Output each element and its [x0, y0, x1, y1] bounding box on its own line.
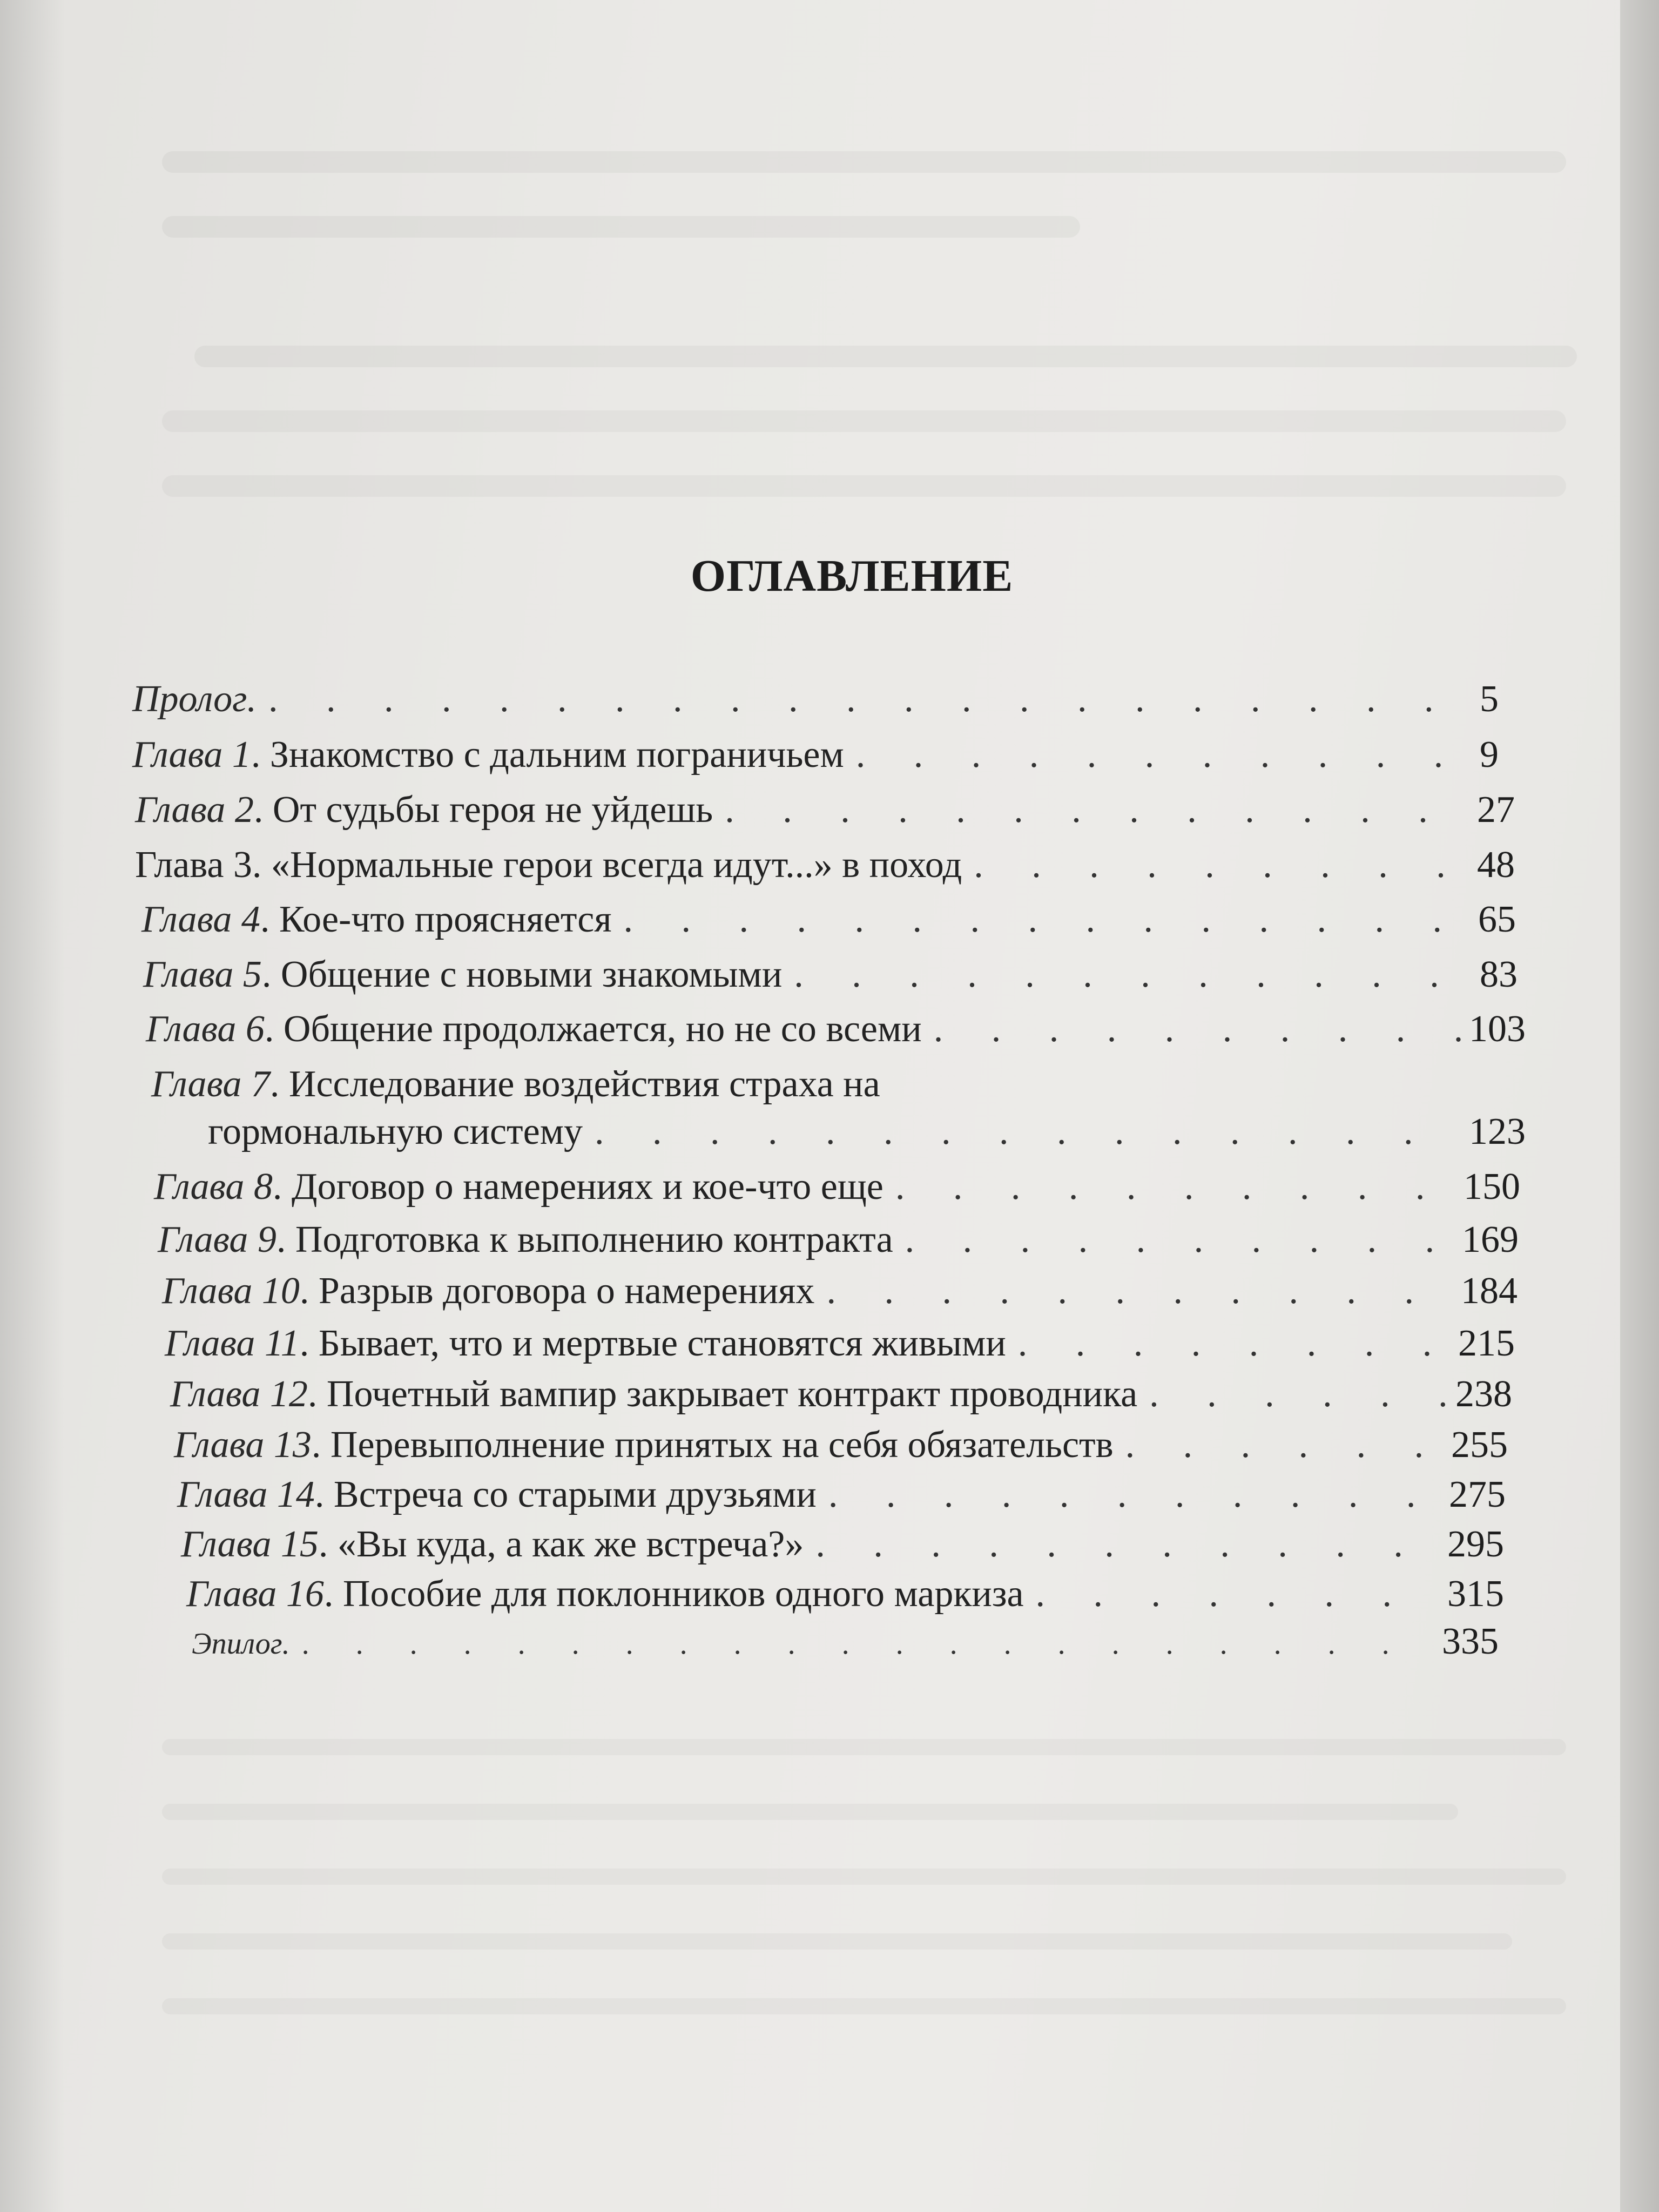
toc-label: Глава 2: [135, 789, 254, 831]
toc-entry-chapter-4: Глава 4 . Кое-что проясняется . . . 65: [141, 898, 1516, 941]
toc-page-number: 335: [1442, 1621, 1499, 1662]
toc-page-number: 123: [1469, 1111, 1526, 1152]
toc-leader-dots: [905, 1218, 1454, 1262]
toc-title: «Нормальные герои всегда идут...» в поход: [271, 844, 962, 886]
toc-title: Разрыв договора о намерениях: [318, 1270, 815, 1312]
toc-page-number: 83: [1480, 954, 1518, 995]
toc-label: Глава 3: [135, 844, 252, 886]
toc-entry-chapter-12: Глава 12 . Почетный вампир закрывает контракт проводника . . . 238: [170, 1373, 1512, 1416]
toc-label: Глава 6: [146, 1008, 265, 1050]
toc-title: Подготовка к выполнению контракта: [295, 1219, 893, 1260]
toc-entry-chapter-11: Глава 11 . Бывает, что и мертвые становятся живыми . . . 215: [165, 1322, 1515, 1365]
toc-leader-dots: [934, 1008, 1461, 1051]
toc-label: Глава 16: [186, 1573, 324, 1615]
toc-label: Пролог: [132, 678, 247, 720]
toc-page-number: 103: [1469, 1008, 1526, 1050]
toc-entry-chapter-7-continuation: [208, 1110, 1526, 1154]
toc-leader-dots: [595, 1110, 1461, 1154]
toc-label: Глава 12: [170, 1373, 308, 1415]
toc-page-number: 9: [1480, 734, 1499, 775]
toc-leader-dots: [624, 898, 1471, 941]
toc-label: Глава 4: [141, 899, 260, 940]
toc-label: Глава 14: [177, 1474, 315, 1515]
toc-entry-chapter-6: Глава 6 . Общение продолжается, но не со всеми . . . 103: [146, 1008, 1526, 1051]
toc-title: Договор о намерениях и кое-что еще: [291, 1166, 884, 1208]
toc-entry-chapter-14: Глава 14 . Встреча со старыми друзьями . . . 275: [177, 1473, 1506, 1516]
toc-title: Бывает, что и мертвые становятся живыми: [318, 1323, 1006, 1364]
toc-leader-dots: [974, 844, 1469, 887]
toc-page-number: 295: [1447, 1523, 1504, 1565]
toc-leader-dots: [856, 733, 1472, 777]
toc-entry-chapter-15: Глава 15 . «Вы куда, а как же встреча?» . . . 295: [181, 1523, 1504, 1566]
toc-label: Глава 9: [158, 1219, 276, 1260]
toc-label: Глава 13: [174, 1424, 312, 1466]
toc-label: Эпилог: [192, 1627, 282, 1661]
toc-page-number: 169: [1462, 1219, 1519, 1260]
toc-entry-chapter-1: Глава 1 . Знакомство с дальним пограничьем . . . 9: [132, 733, 1499, 777]
toc-page-number: 48: [1477, 844, 1515, 886]
toc-page-number: 184: [1461, 1270, 1518, 1312]
toc-title: Перевыполнение принятых на себя обязательств: [330, 1424, 1114, 1466]
toc-leader-dots: [815, 1523, 1440, 1566]
toc-leader-dots: [895, 1165, 1456, 1209]
toc-label: Глава 11: [165, 1323, 300, 1364]
toc-leader-dots: [725, 788, 1469, 832]
toc-entry-chapter-8: Глава 8 . Договор о намерениях и кое-что еще . . . 150: [154, 1165, 1520, 1209]
toc-entry-chapter-16: Глава 16 . Пособие для поклонников одного маркиза . . . 315: [186, 1573, 1504, 1616]
toc-page-number: 315: [1447, 1573, 1504, 1615]
toc-leader-dots: [302, 1627, 1434, 1661]
toc-entry-chapter-5: Глава 5 . Общение с новыми знакомыми . . . 83: [143, 953, 1518, 996]
toc-entry-chapter-13: Глава 13 . Перевыполнение принятых на себя обязательств . . . 255: [174, 1424, 1508, 1467]
toc-page-number: 238: [1455, 1373, 1512, 1415]
page-title: ОГЛАВЛЕНИЕ: [690, 551, 1014, 601]
toc-leader-dots: [268, 678, 1472, 721]
toc-page-number: 27: [1477, 789, 1515, 831]
toc-title-continuation: гормональную систему: [208, 1111, 583, 1152]
toc-label: Глава 8: [154, 1166, 273, 1208]
toc-leader-dots: [828, 1473, 1441, 1516]
toc-label: Глава 15: [181, 1523, 319, 1565]
toc-page-number: 255: [1451, 1424, 1508, 1466]
toc-page-number: 275: [1449, 1474, 1506, 1515]
toc-leader-dots: [794, 953, 1472, 996]
toc-entry-chapter-7: Глава 7 . Исследование воздействия страха на: [151, 1063, 880, 1105]
toc-title: Кое-что проясняется: [279, 899, 612, 940]
toc-title: Исследование воздействия страха на: [288, 1063, 880, 1105]
toc-title: Пособие для поклонников одного маркиза: [342, 1573, 1024, 1615]
toc-label: Глава 5: [143, 954, 262, 995]
toc-title: Общение продолжается, но не со всеми: [283, 1008, 922, 1050]
toc-title: Общение с новыми знакомыми: [280, 954, 783, 995]
toc-entry-prologue: Пролог . . . . 5: [132, 678, 1499, 721]
toc-title: Почетный вампир закрывает контракт проводника: [326, 1373, 1138, 1415]
toc-leader-dots: [1125, 1424, 1444, 1467]
toc-page-number: 150: [1464, 1166, 1520, 1208]
toc-entry-chapter-9: Глава 9 . Подготовка к выполнению контракта . . . 169: [158, 1218, 1519, 1262]
toc-page-number: 65: [1478, 899, 1516, 940]
toc-title: «Вы куда, а как же встреча?»: [337, 1523, 804, 1565]
toc-leader-dots: [826, 1270, 1453, 1313]
toc-page-number: 5: [1480, 678, 1499, 720]
toc-page-number: 215: [1458, 1323, 1515, 1364]
toc-title: Встреча со старыми друзьями: [333, 1474, 817, 1515]
toc-entry-chapter-10: Глава 10 . Разрыв договора о намерениях . . . 184: [162, 1270, 1518, 1313]
page-edge: [1620, 0, 1659, 2212]
toc-entry-chapter-3: Глава 3 . «Нормальные герои всегда идут...» в поход . . . 48: [135, 844, 1515, 887]
toc-leader-dots: [1149, 1373, 1448, 1416]
toc-entry-chapter-2: Глава 2 . От судьбы героя не уйдешь . . . 27: [135, 788, 1515, 832]
toc-leader-dots: [1018, 1322, 1451, 1365]
toc-label: Глава 7: [151, 1063, 270, 1105]
toc-label: Глава 1: [132, 734, 251, 775]
toc-entry-epilogue: Эпилог . . . . 335: [192, 1620, 1499, 1663]
toc-leader-dots: [1036, 1573, 1440, 1616]
toc-title: От судьбы героя не уйдешь: [272, 789, 713, 831]
toc-label: Глава 10: [162, 1270, 300, 1312]
toc-title: Знакомство с дальним пограничьем: [269, 734, 844, 775]
